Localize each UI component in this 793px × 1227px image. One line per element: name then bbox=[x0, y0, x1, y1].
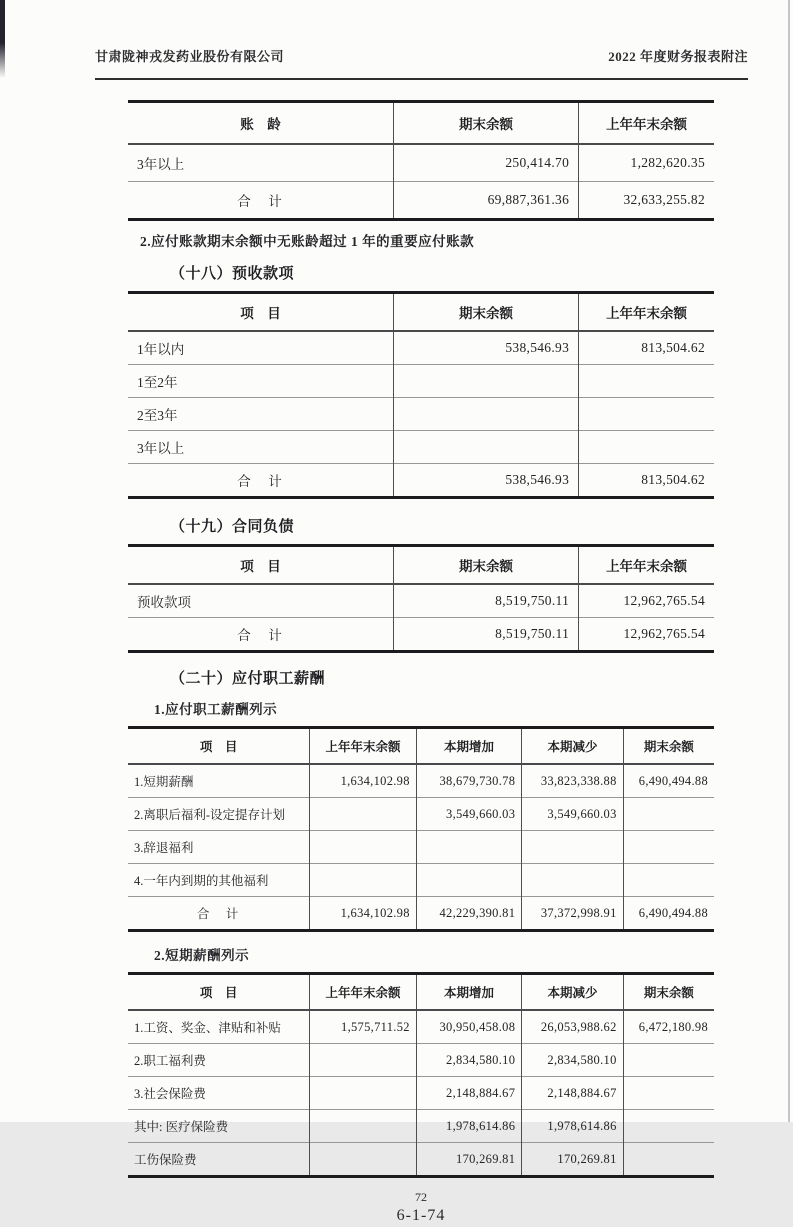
cell-value bbox=[579, 398, 714, 431]
cell-value: 1,634,102.98 bbox=[310, 764, 417, 798]
cell-value: 1,575,711.52 bbox=[310, 1010, 417, 1044]
row-label: 2至3年 bbox=[128, 398, 393, 431]
total-row bbox=[128, 464, 714, 498]
table-header-row bbox=[128, 293, 714, 332]
cell-value: 2,148,884.67 bbox=[522, 1077, 623, 1110]
column-header: 账 龄 bbox=[128, 102, 393, 145]
cell-value: 813,504.62 bbox=[579, 331, 714, 365]
table-header-row bbox=[128, 974, 714, 1011]
cell-value: 30,950,458.08 bbox=[416, 1010, 521, 1044]
column-header: 期末余额 bbox=[623, 728, 714, 765]
table-row bbox=[128, 1143, 714, 1177]
page-header bbox=[95, 46, 748, 80]
table-row bbox=[128, 365, 714, 398]
cell-value: 37,372,998.91 bbox=[522, 897, 623, 931]
row-label: 3年以上 bbox=[137, 157, 185, 172]
table-row bbox=[128, 764, 714, 798]
column-header: 上年年末余额 bbox=[579, 293, 714, 332]
cell-value bbox=[310, 864, 417, 897]
column-header: 项 目 bbox=[128, 728, 310, 765]
column-header: 期末余额 bbox=[393, 102, 578, 145]
cell-value bbox=[310, 1044, 417, 1077]
cell-value: 813,504.62 bbox=[579, 464, 714, 498]
cell-value bbox=[416, 831, 521, 864]
row-label: 1至2年 bbox=[128, 365, 393, 398]
scan-artifact-left-edge bbox=[0, 0, 5, 78]
section-heading-20: （二十）应付职工薪酬 bbox=[170, 671, 326, 687]
cell-value bbox=[393, 365, 578, 398]
row-label: 3年以上 bbox=[128, 431, 393, 464]
cell-value bbox=[623, 798, 714, 831]
company-name: 甘肃陇神戎发药业股份有限公司 bbox=[95, 49, 285, 64]
cell-value: 69,887,361.36 bbox=[393, 182, 578, 220]
row-label: 其中: 医疗保险费 bbox=[128, 1110, 310, 1143]
row-label: 1.工资、奖金、津贴和补贴 bbox=[134, 1021, 281, 1035]
cell-value: 3,549,660.03 bbox=[416, 798, 521, 831]
cell-value bbox=[310, 831, 417, 864]
column-header: 项 目 bbox=[128, 974, 310, 1011]
table-row bbox=[128, 1044, 714, 1077]
short-term-table bbox=[128, 972, 714, 1178]
cell-value: 32,633,255.82 bbox=[579, 182, 714, 220]
table-row bbox=[128, 584, 714, 618]
cell-value bbox=[310, 798, 417, 831]
total-row bbox=[128, 182, 714, 220]
table-row bbox=[128, 1077, 714, 1110]
column-header: 本期增加 bbox=[416, 974, 521, 1011]
contract-liabilities-table bbox=[128, 544, 714, 653]
column-header: 期末余额 bbox=[623, 974, 714, 1011]
cell-value bbox=[310, 1143, 417, 1177]
cell-value: 170,269.81 bbox=[522, 1143, 623, 1177]
cell-value: 1,978,614.86 bbox=[416, 1110, 521, 1143]
row-label: 2.离职后福利-设定提存计划 bbox=[128, 798, 310, 831]
cell-value bbox=[623, 1110, 714, 1143]
cell-value: 1,282,620.35 bbox=[579, 144, 714, 182]
table-row bbox=[128, 831, 714, 864]
cell-value: 1,978,614.86 bbox=[522, 1110, 623, 1143]
cell-value bbox=[393, 398, 578, 431]
table-row bbox=[128, 1110, 714, 1143]
cell-value: 42,229,390.81 bbox=[416, 897, 521, 931]
cell-value bbox=[579, 431, 714, 464]
cell-value: 170,269.81 bbox=[416, 1143, 521, 1177]
row-label: 预收款项 bbox=[137, 595, 191, 610]
column-header: 上年年末余额 bbox=[579, 102, 714, 145]
cell-value: 250,414.70 bbox=[393, 144, 578, 182]
cell-value: 3,549,660.03 bbox=[522, 798, 623, 831]
total-row bbox=[128, 897, 714, 931]
cell-value: 26,053,988.62 bbox=[522, 1010, 623, 1044]
table-row bbox=[128, 398, 714, 431]
row-label: 4.一年内到期的其他福利 bbox=[128, 864, 310, 897]
cell-value bbox=[623, 831, 714, 864]
section-heading-18: （十八）预收款项 bbox=[170, 266, 295, 282]
row-label: 1年以内 bbox=[137, 342, 185, 357]
payroll-table bbox=[128, 726, 714, 932]
section-heading-19: （十九）合同负债 bbox=[170, 519, 295, 535]
table-header-row bbox=[128, 728, 714, 765]
cell-value bbox=[393, 431, 578, 464]
table-header-row bbox=[128, 546, 714, 585]
cell-value: 1,634,102.98 bbox=[310, 897, 417, 931]
cell-value bbox=[522, 831, 623, 864]
advances-table bbox=[128, 291, 714, 499]
column-header: 期末余额 bbox=[393, 293, 578, 332]
total-label: 合 计 bbox=[128, 618, 393, 652]
total-label: 合 计 bbox=[128, 897, 310, 931]
cell-value: 538,546.93 bbox=[393, 331, 578, 365]
total-label: 合 计 bbox=[128, 464, 393, 498]
doc-code: 6-1-74 bbox=[396, 1207, 446, 1224]
cell-value bbox=[623, 864, 714, 897]
column-header: 期末余额 bbox=[393, 546, 578, 585]
row-label: 2.职工福利费 bbox=[128, 1044, 310, 1077]
row-label: 3.社会保险费 bbox=[128, 1077, 310, 1110]
cell-value bbox=[623, 1077, 714, 1110]
table-row bbox=[128, 864, 714, 897]
column-header: 项 目 bbox=[128, 293, 393, 332]
table-row bbox=[128, 431, 714, 464]
cell-value bbox=[416, 864, 521, 897]
column-header: 本期减少 bbox=[522, 728, 623, 765]
cell-value bbox=[579, 365, 714, 398]
row-label: 3.辞退福利 bbox=[128, 831, 310, 864]
table-row bbox=[128, 1010, 714, 1044]
column-header: 上年年末余额 bbox=[579, 546, 714, 585]
cell-value: 12,962,765.54 bbox=[579, 584, 714, 618]
note-important-payables: 2.应付账款期末余额中无账龄超过 1 年的重要应付账款 bbox=[140, 234, 475, 249]
row-label: 1.短期薪酬 bbox=[134, 775, 194, 789]
table-row bbox=[128, 144, 714, 182]
cell-value: 8,519,750.11 bbox=[393, 584, 578, 618]
cell-value: 12,962,765.54 bbox=[579, 618, 714, 652]
cell-value: 33,823,338.88 bbox=[522, 764, 623, 798]
page-number: 72 bbox=[415, 1190, 427, 1204]
cell-value: 6,490,494.88 bbox=[623, 897, 714, 931]
cell-value bbox=[310, 1077, 417, 1110]
subheading-payroll-list: 1.应付职工薪酬列示 bbox=[154, 702, 278, 717]
cell-value: 6,472,180.98 bbox=[623, 1010, 714, 1044]
column-header: 项 目 bbox=[128, 546, 393, 585]
total-label: 合 计 bbox=[128, 182, 393, 220]
cell-value bbox=[623, 1143, 714, 1177]
aging-table bbox=[128, 100, 714, 221]
cell-value: 2,148,884.67 bbox=[416, 1077, 521, 1110]
cell-value: 538,546.93 bbox=[393, 464, 578, 498]
cell-value bbox=[310, 1110, 417, 1143]
report-title: 2022 年度财务报表附注 bbox=[608, 49, 748, 64]
total-row bbox=[128, 618, 714, 652]
cell-value: 8,519,750.11 bbox=[393, 618, 578, 652]
table-header-row bbox=[128, 102, 714, 145]
table-row bbox=[128, 798, 714, 831]
cell-value: 2,834,580.10 bbox=[522, 1044, 623, 1077]
column-header: 本期增加 bbox=[416, 728, 521, 765]
column-header: 本期减少 bbox=[522, 974, 623, 1011]
column-header: 上年年末余额 bbox=[310, 728, 417, 765]
cell-value bbox=[522, 864, 623, 897]
row-label: 工伤保险费 bbox=[128, 1143, 310, 1177]
cell-value: 2,834,580.10 bbox=[416, 1044, 521, 1077]
subheading-short-term-list: 2.短期薪酬列示 bbox=[154, 948, 250, 963]
cell-value: 6,490,494.88 bbox=[623, 764, 714, 798]
page-content bbox=[128, 100, 714, 1227]
cell-value: 38,679,730.78 bbox=[416, 764, 521, 798]
cell-value bbox=[623, 1044, 714, 1077]
scan-artifact-right-edge bbox=[788, 0, 790, 1122]
column-header: 上年年末余额 bbox=[310, 974, 417, 1011]
table-row bbox=[128, 331, 714, 365]
page-footer bbox=[128, 1190, 714, 1227]
